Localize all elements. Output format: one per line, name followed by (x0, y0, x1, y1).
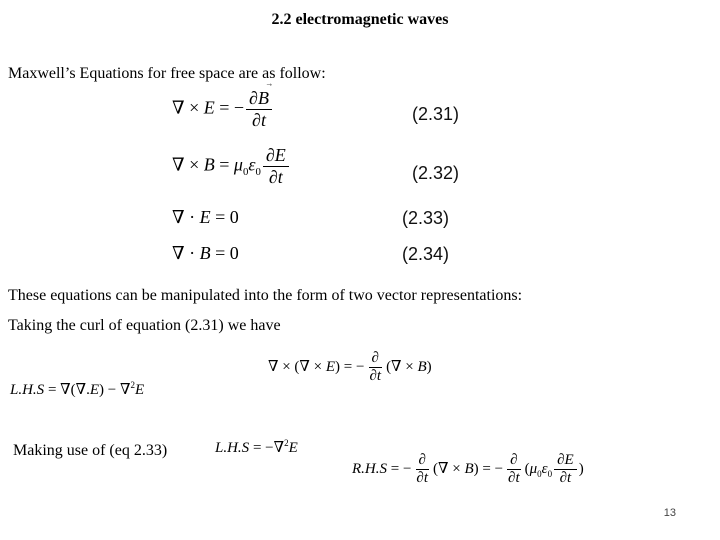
paragraph-vector-representations: These equations can be manipulated into the form of two vector representations: (8, 287, 523, 304)
page-number: 13 (663, 507, 676, 519)
equation-lhs-simplified: L.H.S = −∇$^2$E (215, 438, 298, 456)
equation-2-32: ∇ × $B = \mu_0\varepsilon_0$ $\frac{\partial E}{\partial t}$ (172, 145, 291, 187)
equation-2-33: ∇ · E = 0 (172, 207, 239, 227)
paragraph-making-use: Making use of (eq 2.33) (13, 442, 168, 459)
equation-2-34: ∇ · B = 0 (172, 243, 239, 263)
equation-number-2-32: (2.32) (412, 163, 460, 183)
equation-2-31: ∇ × E = − $\frac{\partial B}{\partial t}$ (172, 88, 274, 130)
intro-text: Maxwell’s Equations for free space are as follow: (8, 65, 326, 82)
equation-number-2-33: (2.33) (402, 208, 450, 228)
page-title: 2.2 electromagnetic waves (271, 11, 449, 28)
equation-number-2-34: (2.34) (402, 244, 450, 264)
equation-curl-of-curl: ∇ × (∇ × E) = − $\frac{\partial}{\partial t}$ (∇ × B) (268, 350, 432, 385)
paragraph-taking-curl: Taking the curl of equation (2.31) we have (8, 317, 281, 334)
equation-rhs: R.H.S = − $\frac{\partial}{\partial t}$ (∇ × B) = − $\frac{\partial}{\partial t}$ ($\mu_0\varepsilon_0$ $\frac{\partial E}{\partial t}$ ) (352, 452, 584, 487)
equation-number-2-31: (2.31) (412, 104, 460, 124)
equation-lhs-expansion: L.H.S = ∇(∇.E) − ∇$^2$E (10, 380, 145, 398)
